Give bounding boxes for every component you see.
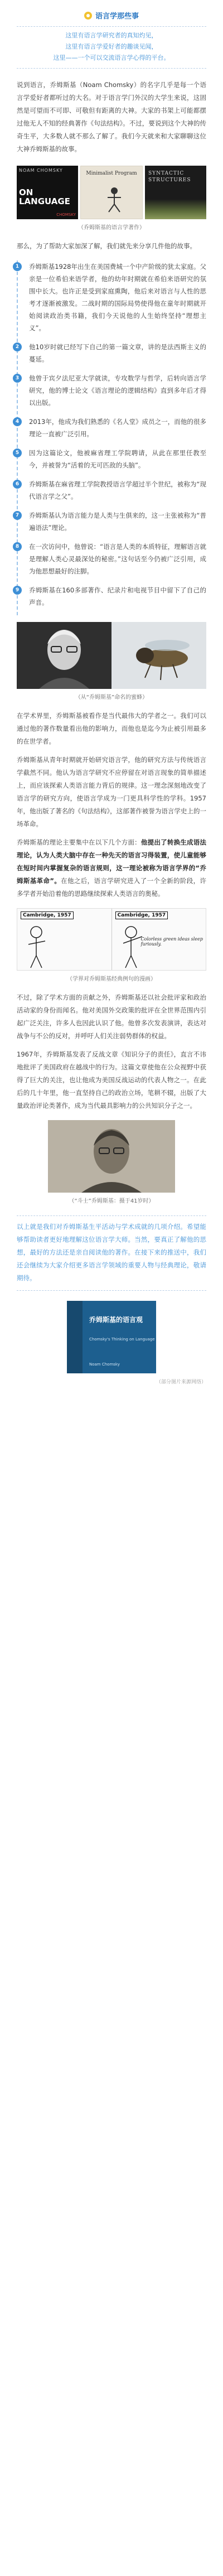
timeline-number: 3 bbox=[13, 374, 22, 383]
intro-line: 这里有语言学爱好者的趣谈见闻， bbox=[65, 42, 158, 50]
timeline-item bbox=[15, 541, 206, 584]
timeline-text: 在一次访问中，他曾说：“语言是人类的本质特征，理解语言就是理解人类心灵最深处的秘密。”这句话至今仍被广泛引用，成为他思想最好的注脚。 bbox=[29, 542, 206, 575]
book-title: ON LANGUAGE bbox=[19, 187, 70, 206]
section-title-text: 语言学那些事 bbox=[95, 12, 139, 21]
cartoon-quote: Colorless green ideas sleep furiously. bbox=[140, 936, 203, 947]
section-title bbox=[84, 10, 139, 21]
cartoon-label: Cambridge, 1957 bbox=[21, 911, 74, 919]
timeline-number: 5 bbox=[13, 448, 22, 457]
paragraph-1967: 1967年，乔姆斯基发表了反战文章《知识分子的责任》，直言不讳地批评了美国政府在越战中的行为。这篇文章使他在公众视野中获得了巨大的关注，也让他成为美国反战运动的代表人物之一。在此后的几十年里，他一直坚持自己的政治立场，笔耕不辍，出版了大量政治评论类著作，成为当代最具影响力的公共知识分子之一。 bbox=[17, 1050, 206, 1109]
timeline-text: 2013年，他成为我们熟悉的《名人堂》成员之一，而他的很多理论一直被广泛引用。 bbox=[29, 417, 206, 438]
footer-note: （部分图片来源网络） bbox=[156, 1379, 206, 1385]
timeline-text: 他10岁时就已经写下自己的第一篇文章，讲的是法西斯主义的蔓延。 bbox=[29, 342, 206, 363]
cover-subtitle: Chomsky's Thinking on Language bbox=[89, 1337, 155, 1342]
book-cover-minimalist bbox=[80, 166, 143, 219]
timeline-text: 乔姆斯基在160多部著作、纪录片和电视节目中留下了自己的声音。 bbox=[29, 586, 206, 606]
timeline-text: 因为这篇论文，他被麻省理工学院聘请，从此在那里任教至今，并被誉为“活着的无可匹敌的头脑”。 bbox=[29, 448, 206, 469]
book-cover-syntactic bbox=[145, 166, 206, 219]
portrait-photo bbox=[17, 622, 112, 689]
timeline-item bbox=[15, 372, 206, 416]
timeline-item bbox=[15, 584, 206, 615]
cover-author: Noam Chomsky bbox=[89, 1362, 120, 1367]
speaker-figure-icon bbox=[23, 924, 56, 969]
cartoon-panel bbox=[17, 909, 112, 970]
cover-title: 乔姆斯基的语言观 bbox=[89, 1315, 143, 1324]
book-covers bbox=[17, 166, 206, 219]
timeline-item bbox=[15, 341, 206, 372]
cover-landscape bbox=[145, 199, 206, 219]
cartoon-label: Cambridge, 1957 bbox=[115, 911, 168, 919]
young-portrait-photo bbox=[48, 1120, 175, 1193]
paragraph-academic-a: 在学术界里，乔姆斯基被看作是当代最伟大的学者之一。我们可以通过他的著作数量看出他的影响力，而他也是迄今为止被引用最多的在世学者。 bbox=[17, 711, 206, 745]
theory-tail: 在他之后，语言学研究进入了一个全新的阶段，许多学者开始沿着他的思路继续探索人类语言的奥秘。 bbox=[17, 876, 206, 898]
timeline-item bbox=[15, 261, 206, 341]
timeline-number: 2 bbox=[13, 342, 22, 351]
portrait-caption: （“斗士”乔姆斯基：摄于41岁时） bbox=[69, 1198, 154, 1204]
books-caption: （乔姆斯基的语言学著作） bbox=[78, 224, 145, 231]
paragraph-intro: 说到语言，乔姆斯基（Noam Chomsky）的名字几乎是每一个语言学爱好者都听过的大名。对于语言学门外汉的大学生来说，这固然是可望而不可即、可敬但有距离的大神。大家的书架上可能都摆过他无人不知的经典著作《句法结构》。不过，要说到这个大神的传奇生平，大多数人就不那么了解了。我们今天就来和大家聊聊这位大神乔姆斯基的故事。 bbox=[17, 80, 206, 153]
portrait-illustration-icon bbox=[17, 622, 112, 689]
timeline-text: 乔姆斯基认为语言能力是人类与生俱来的，这一主张被称为“普遍语法”理论。 bbox=[29, 511, 206, 532]
paragraph-theory bbox=[17, 836, 206, 900]
timeline bbox=[17, 261, 206, 615]
timeline-number: 4 bbox=[13, 417, 22, 426]
timeline-number: 6 bbox=[13, 480, 22, 489]
article-header bbox=[0, 0, 223, 22]
cartoon-strip bbox=[17, 908, 206, 971]
book-cover-final bbox=[67, 1301, 156, 1373]
badge-dot-icon bbox=[84, 12, 92, 20]
paragraph-transition: 那么，为了帮助大家加深了解，我们就先来分享几件他的故事。 bbox=[17, 242, 196, 250]
theory-bold: 他提出了转换生成语法理论，认为人类大脑中存在一种先天的语言习得装置，使儿童能够在短时间内掌握复杂的语言规则，这一理论被称为语言学界的“乔姆斯基革命”。 bbox=[17, 838, 207, 885]
timeline-number: 8 bbox=[13, 542, 22, 551]
cover-spine bbox=[67, 1301, 83, 1373]
timeline-text: 他曾于宾夕法尼亚大学就读，专攻数学与哲学，后转向语言学研究，他的博士论文《语言理论的逻辑结构》直到多年后才得以出版。 bbox=[29, 374, 206, 407]
intro-line: 这里有语言学研究者的真知灼见， bbox=[65, 31, 158, 39]
timeline-item bbox=[15, 416, 206, 447]
timeline-text: 乔姆斯基在麻省理工学院教授语言学超过半个世纪，被称为“现代语言学之父”。 bbox=[29, 480, 206, 500]
intro-line: 这里——一个可以交流语言学心得的平台。 bbox=[53, 54, 170, 61]
portrait-illustration-icon bbox=[48, 1120, 175, 1193]
paragraph-academic-b: 乔姆斯基从青年时期就开始研究语言学，他的研究方法与传统语言学截然不同。他认为语言学研究不应停留在对语言现象的简单描述上，而应该探索人类语言能力背后的规律。这一理念深刻地改变了语言学的研究方向，使语言学成为一门更具科学性的学科。1957年，他出版了著名的《句法结构》，这部著作被誉为语言学史上的一场革命。 bbox=[17, 755, 206, 828]
paragraph-activist: 不过，除了学术方面的贡献之外，乔姆斯基还以社会批评家和政治活动家的身份而闻名。他对美国外交政策的批评在全世界范围内引起广泛关注，许多人也因此认识了他。他曾多次发表演讲，表达对战争与不公的反对，并呼吁人们关注弱势群体的权益。 bbox=[17, 993, 206, 1040]
photo-caption: （从“乔姆斯基”命名的蜜蜂） bbox=[75, 694, 148, 701]
speaker-figure-icon bbox=[118, 924, 151, 969]
book-title: Minimalist Program bbox=[86, 170, 137, 176]
summary-box bbox=[17, 1215, 206, 1291]
book-author: NOAM CHOMSKY bbox=[19, 167, 63, 173]
figure-illustration-icon bbox=[104, 186, 124, 213]
timeline-number: 7 bbox=[13, 511, 22, 520]
book-title: SYNTACTIC STRUCTURES bbox=[148, 170, 191, 183]
book-cover-on-language bbox=[17, 166, 78, 219]
intro-box bbox=[17, 26, 206, 69]
timeline-number: 1 bbox=[13, 262, 22, 271]
photo-pair bbox=[17, 622, 206, 689]
timeline-item bbox=[15, 447, 206, 478]
timeline-item bbox=[15, 478, 206, 509]
summary-text: 以上就是我们对乔姆斯基生平活动与学术成就的几项介绍。希望能够帮助读者更好地理解这位语言学大师。当然，要真正了解他的思想，最好的方法还是亲自阅读他的著作。在接下来的推送中，我们还会继续为大家介绍更多语言学领域的重要人物与经典理论，敬请期待。 bbox=[17, 1222, 206, 1282]
bee-photo bbox=[112, 622, 206, 689]
bee-illustration-icon bbox=[112, 622, 206, 689]
timeline-number: 9 bbox=[13, 586, 22, 595]
cartoon-caption: （学界对乔姆斯基经典例句的漫画） bbox=[67, 976, 156, 982]
theory-lead: 乔姆斯基的理论主要集中在以下几个方面： bbox=[17, 838, 141, 846]
timeline-text: 乔姆斯基1928年出生在美国费城一个中产阶级的犹太家庭。父亲是一位希伯来语学者，他的幼年时期就在希伯来语研究的氛围中长大。也许正是受到家庭熏陶，他后来对语言与人性的思考才逐渐被激发。二战时期的国际局势使得他在童年时期就开始阅读政治类书籍，我们今天说他的人生始终坚持“理想主义”。 bbox=[29, 262, 206, 332]
cartoon-panel bbox=[112, 909, 206, 970]
timeline-item bbox=[15, 509, 206, 541]
book-footer: CHOMSKY bbox=[56, 212, 76, 217]
